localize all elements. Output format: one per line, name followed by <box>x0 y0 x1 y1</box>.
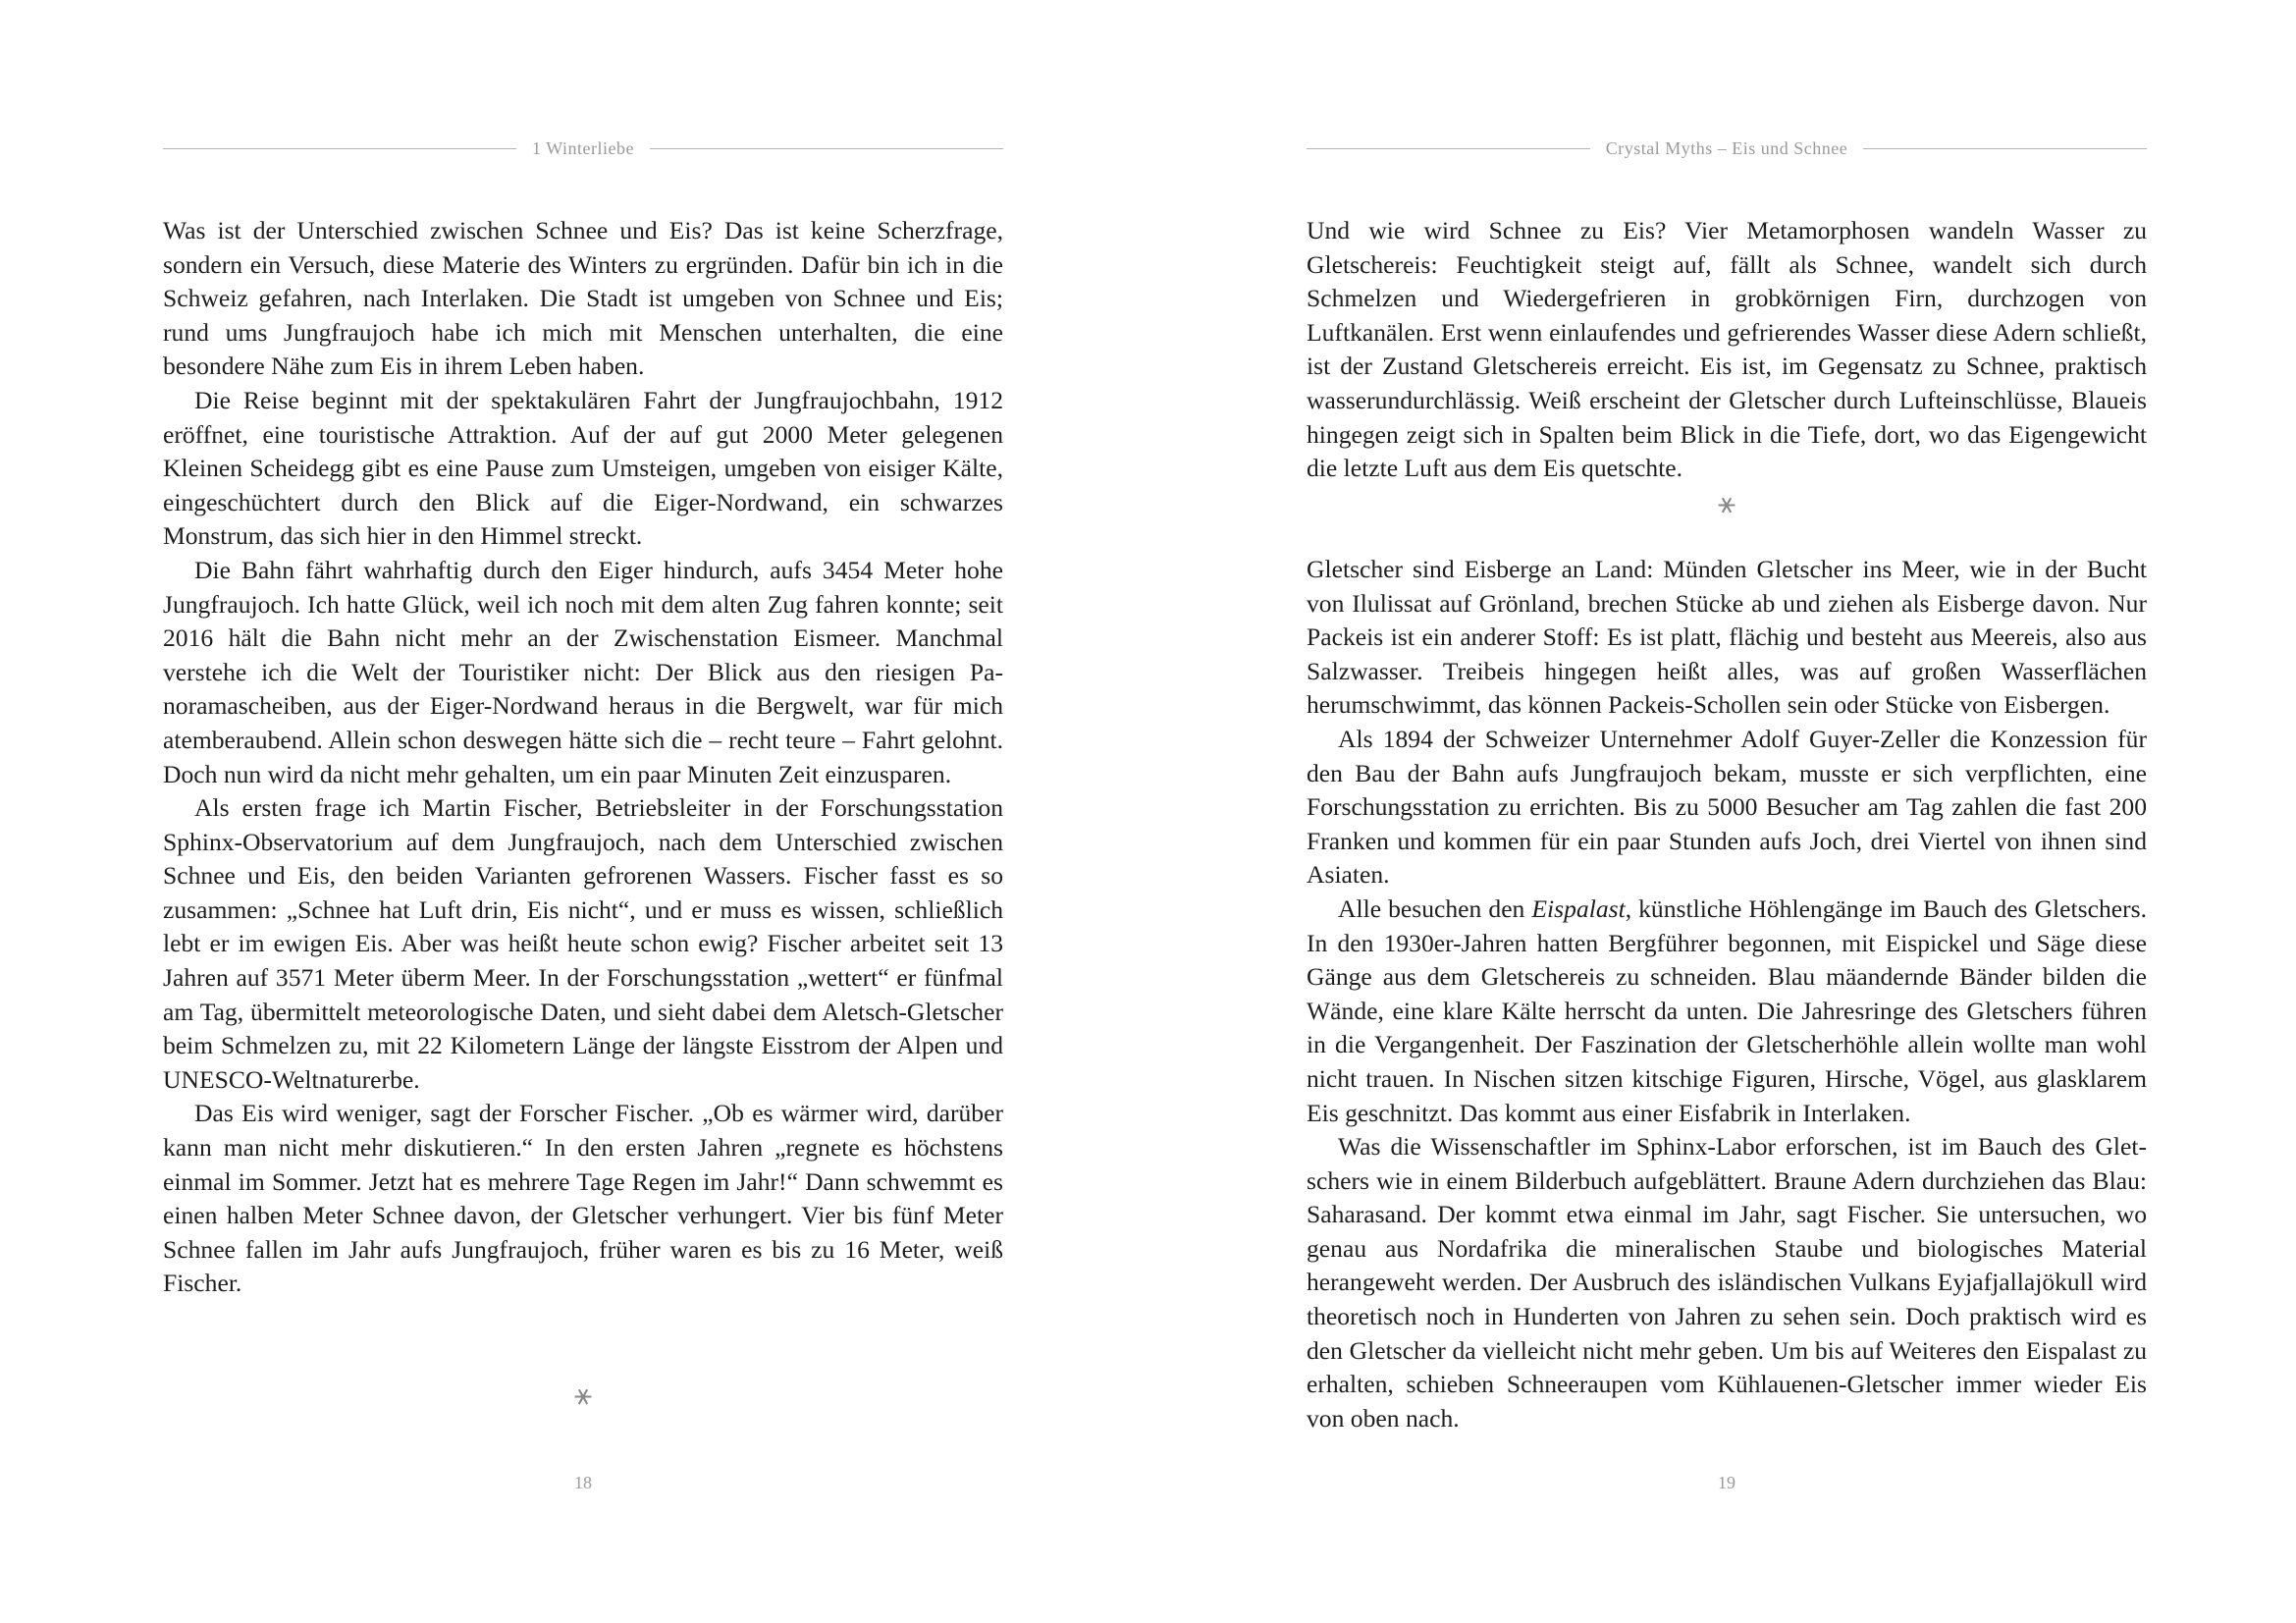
right-page <box>1307 0 2147 1623</box>
paragraph: Die Bahn fährt wahrhaftig durch den Eiger hindurch, aufs 3454 Meter hohe Jungfraujoch. Ich hatte Glück, weil ich noch mit dem alten Zug fahren konnte; seit 2016 hält die Bahn nicht mehr an der Zwischenstation Eismeer. Manchmal verstehe ich die Welt der Touristiker nicht: Der Blick aus den riesigen Panoramascheiben, aus der Eiger-Nordwand heraus in die Bergwelt, war für mich atemberaubend. Allein schon deswegen hätte sich die – recht teure – Fahrt gelohnt. Doch nun wird da nicht mehr gehalten, um ein paar Minuten Zeit einzusparen. <box>163 555 1003 788</box>
left-page <box>163 0 1003 1623</box>
chapter-title: 1 Winterliebe <box>532 137 634 158</box>
page-number: 18 <box>574 1473 592 1492</box>
right-running-head <box>1307 135 2147 161</box>
paragraph: Was ist der Unterschied zwischen Schnee und Eis? Das ist keine Scherzfrage, sondern ein Versuch, diese Materie des Winters zu ergründen. Dafür bin ich in die Schweiz gefahren, nach Interlaken. Die Stadt ist umgeben von Schnee und Eis; rund ums Jungfraujoch habe ich mich mit Menschen unterhalten, die eine besondere Nähe zum Eis in ihrem Leben haben. <box>163 216 1003 381</box>
italic-term: Eispalast <box>1531 893 1626 923</box>
paragraph: Und wie wird Schnee zu Eis? Vier Metamorphosen wandeln Wasser zu Gletschereis: Feuchtigkeit steigt auf, fällt als Schnee, wandelt sich durch Schmelzen und Wiedergefrieren in grobkörnigen Firn, durchzogen von Luftkanälen. Erst wenn einlaufendes und gefrierendes Wasser diese Adern schließt, ist der Zustand Gletschereis erreicht. Eis ist, im Gegensatz zu Schnee, praktisch wasserundurchlässig. Weiß erscheint der Gletscher durch Lufteinschlüsse, Blaueis hingegen zeigt sich in Spalten beim Blick in die Tiefe, dort, wo das Eigengewicht die letzte Luft aus dem Eis quetschte. <box>1307 216 2147 483</box>
head-rule-left <box>1307 148 1590 149</box>
section-ornament-icon: ⚹ <box>1718 487 1735 519</box>
paragraph: Was die Wissenschaftler im Sphinx-Labor erforschen, ist im Bauch des Gletschers wie in einem Bilderbuch aufgeblättert. Braune Adern durchziehen das Blau: Saharasand. Der kommt etwa einmal im Jahr, sagt Fischer. Sie untersuchen, wo genau aus Nordafrika die mineralischen Staube und biologisches Material herangeweht werden. Der Ausbruch des isländischen Vulkans Eyjafjallajökull wird theoretisch noch in Hunderten von Jahren zu sehen sein. Doch praktisch wird es den Gletscher da vielleicht nicht mehr geben. Um bis auf Weiteres den Eispalast zu erhalten, schieben Schneeraupen vom Kühlauenen-Gletscher immer wieder Eis von oben nach. <box>1307 1132 2147 1433</box>
left-body-text <box>163 214 1003 1301</box>
head-rule-left <box>163 148 516 149</box>
book-title: Crystal Myths – Eis und Schnee <box>1605 137 1848 158</box>
paragraph: Als 1894 der Schweizer Unternehmer Adolf Guyer-Zeller die Konzession für den Bau der Bahn aufs Jungfraujoch bekam, musste er sich verpflichten, eine Forschungsstation zu errichten. Bis zu 5000 Besucher am Tag zahlen die fast 200 Franken und kommen für ein paar Stunden aufs Joch, drei Viertel von ihnen sind Asiaten. <box>1307 724 2147 890</box>
right-body-text-section-1 <box>1307 214 2147 486</box>
paragraph: Gletscher sind Eisberge an Land: Münden Gletscher ins Meer, wie in der Bucht von Ilulissat auf Grönland, brechen Stücke ab und ziehen als Eisberge davon. Nur Packeis ist ein anderer Stoff: Es ist platt, flächig und besteht aus Meereis, also aus Salzwasser. Treibeis hingegen heißt alles, was auf großen Wasserflächen herumschwimmt, das können Packeis-Schollen sein oder Stücke von Eisbergen. <box>1307 555 2147 720</box>
paragraph: Als ersten frage ich Martin Fischer, Betriebsleiter in der Forschungsstation Sphinx-Observatorium auf dem Jungfraujoch, nach dem Unterschied zwischen Schnee und Eis, den beiden Varianten gefrorenen Wassers. Fischer fasst es so zusammen: „Schnee hat Luft drin, Eis nicht“, und er muss es wissen, schließlich lebt er im ewigen Eis. Aber was heißt heute schon ewig? Fischer arbeitet seit 13 Jahren auf 3571 Meter überm Meer. In der Forschungsstation „wettert“ er fünfmal am Tag, übermittelt meteorologische Daten, und sieht dabei dem Aletsch-Gletscher beim Schmelzen zu, mit 22 Kilometern Länge der längste Eisstrom der Alpen und UNESCO-Weltnaturerbe. <box>163 793 1003 1094</box>
text-run: , künstliche Höhlengänge im Bauch des Gletschers. In den 1930er-Jahren hatten Bergführer begonnen, mit Eispickel und Säge diese Gänge aus dem Gletschereis zu schneiden. Blau mäandernde Bänder bilden die Wände, eine klare Kälte herrscht da unten. Die Jahresringe des Gletschers führen in die Vergangenheit. Der Faszination der Gletscherhöhle allein wollte man wohl nicht trauen. In Nischen sitzen kitschige Figuren, Hirsche, Vögel, aus glasklarem Eis geschnitzt. Das kommt aus einer Eisfabrik in Interlaken. <box>1307 893 2147 1127</box>
right-body-text-section-2 <box>1307 553 2147 1435</box>
head-rule-right <box>1863 148 2147 149</box>
left-running-head <box>163 135 1003 161</box>
head-rule-right <box>650 148 1003 149</box>
section-ornament-icon: ⚹ <box>574 1379 592 1411</box>
text-run: Alle besuchen den <box>1338 893 1532 923</box>
paragraph <box>1307 893 2147 1130</box>
page-number: 19 <box>1718 1473 1735 1492</box>
paragraph: Das Eis wird weniger, sagt der Forscher Fischer. „Ob es wärmer wird, darüber kann man nicht mehr diskutieren.“ In den ersten Jahren „regnete es höchstens einmal im Sommer. Jetzt hat es mehrere Tage Regen im Jahr!“ Dann schwemmt es einen halben Meter Schnee davon, der Gletscher verhungert. Vier bis fünf Meter Schnee fallen im Jahr aufs Jungfraujoch, früher waren es bis zu 16 Meter, weiß Fischer. <box>163 1099 1003 1298</box>
paragraph: Die Reise beginnt mit der spektakulären Fahrt der Jungfraujochbahn, 1912 eröffnet, eine touristische Attraktion. Auf der auf gut 2000 Meter gelegenen Kleinen Scheidegg gibt es eine Pause zum Umsteigen, umgeben von eisiger Kälte, eingeschüchtert durch den Blick auf die Eiger-Nordwand, ein schwarzes Monstrum, das sich hier in den Himmel streckt. <box>163 385 1003 551</box>
